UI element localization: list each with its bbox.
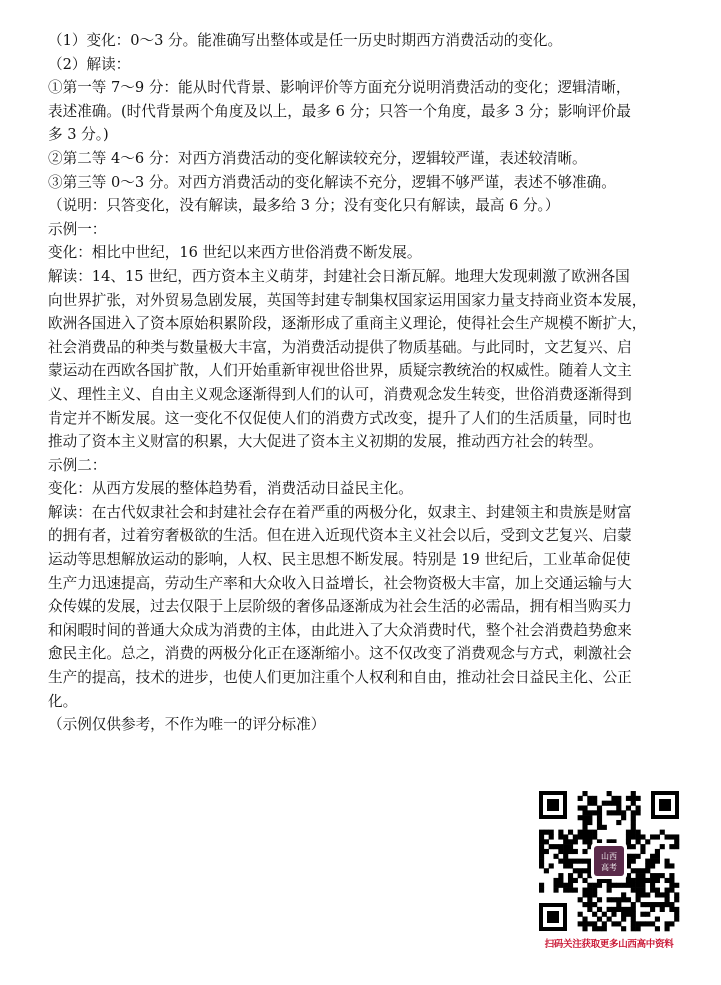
qr-code-image [536,788,682,934]
text-line: （1）变化：0～3 分。能准确写出整体或是任一历史时期西方消费活动的变化。 [48,32,563,49]
text-line: （2）解读： [48,55,131,73]
text-line: 解读：14、15 世纪，西方资本主义萌芽，封建社会日渐瓦解。地理大发现刺激了欧洲各国 [48,267,630,285]
text-line: 义、理性主义、自由主义观念逐渐得到人们的认可，消费观念发生转变，世俗消费逐渐得到 [48,385,632,403]
qr-finder-top-left [539,791,567,819]
text-line: 肯定并不断发展。这一变化不仅促使人们的消费方式改变，提升了人们的生活质量，同时也 [48,409,632,427]
text-line: 生产力迅速提高，劳动生产率和大众收入日益增长，社会物资极大丰富，加上交通运输与大 [48,574,632,592]
text-line: 的拥有者，过着穷奢极欲的生活。但在进入近现代资本主义社会以后，受到文艺复兴、启蒙 [48,527,632,545]
text-line: 众传媒的发展，过去仅限于上层阶级的奢侈品逐渐成为社会生活的必需品，拥有相当购买力 [48,598,632,616]
text-line: 表述准确。(时代背景两个角度及以上，最多 6 分；只答一个角度，最多 3 分；影响评价最 [48,102,631,120]
text-line: 蒙运动在西欧各国扩散，人们开始重新审视世俗世界，质疑宗教统治的权威性。随着人文主 [48,362,632,380]
text-line: 向世界扩张，对外贸易急剧发展，英国等封建专制集权国家运用国家力量支持商业资本发展， [48,291,647,309]
qr-caption: 扫码关注获取更多山西高中资料 [544,939,674,950]
document-body [48,29,693,737]
text-line: 化。 [48,692,78,710]
text-line: ③第三等 0～3 分。对西方消费活动的变化解读不充分，逻辑不够严谨，表述不够准确。 [48,173,616,191]
text-line: （示例仅供参考，不作为唯一的评分标准） [48,716,326,734]
text-line: 多 3 分。) [48,126,109,144]
text-line: 推动了资本主义财富的积累，大大促进了资本主义初期的发展，推动西方社会的转型。 [48,433,603,451]
text-line: 解读：在古代奴隶社会和封建社会存在着严重的两极分化，奴隶主、封建领主和贵族是财富 [48,503,632,521]
qr-finder-top-right [651,791,679,819]
text-line: （说明：只答变化，没有解读，最多给 3 分；没有变化只有解读，最高 6 分。） [48,197,560,215]
qr-finder-bottom-left [539,903,567,931]
text-line: 生产的提高，技术的进步，也使人们更加注重个人权利和自由，推动社会日益民主化、公正 [48,669,632,687]
answer-document [48,29,693,737]
text-line: 示例一： [48,220,107,238]
text-line: ①第一等 7～9 分：能从时代背景、影响评价等方面充分说明消费活动的变化；逻辑清晰， [48,79,631,97]
text-line: 社会消费品的种类与数量极大丰富，为消费活动提供了物质基础。与此同时，文艺复兴、启 [48,338,632,356]
text-line: 变化：相比中世纪，16 世纪以来西方世俗消费不断发展。 [48,244,422,262]
text-line: 和闲暇时间的普通大众成为消费的主体，由此进入了大众消费时代，整个社会消费趋势愈来 [48,621,632,639]
qr-code-block [536,788,682,950]
text-line: ②第二等 4～6 分：对西方消费活动的变化解读较充分，逻辑较严谨，表述较清晰。 [48,149,587,167]
text-line: 愈民主化。总之，消费的两极分化正在逐渐缩小。这不仅改变了消费观念与方式，刺激社会 [48,645,632,663]
text-line: 示例二： [48,456,107,474]
text-line: 欧洲各国进入了资本原始积累阶段，逐渐形成了重商主义理论，使得社会生产规模不断扩大， [48,315,647,333]
qr-badge-line2: 高考 [601,863,617,872]
text-line: 运动等思想解放运动的影响，人权、民主思想不断发展。特别是 19 世纪后，工业革命促使 [48,551,631,569]
qr-badge-line1: 山西 [601,852,617,861]
text-line: 变化：从西方发展的整体趋势看，消费活动日益民主化。 [48,480,413,498]
